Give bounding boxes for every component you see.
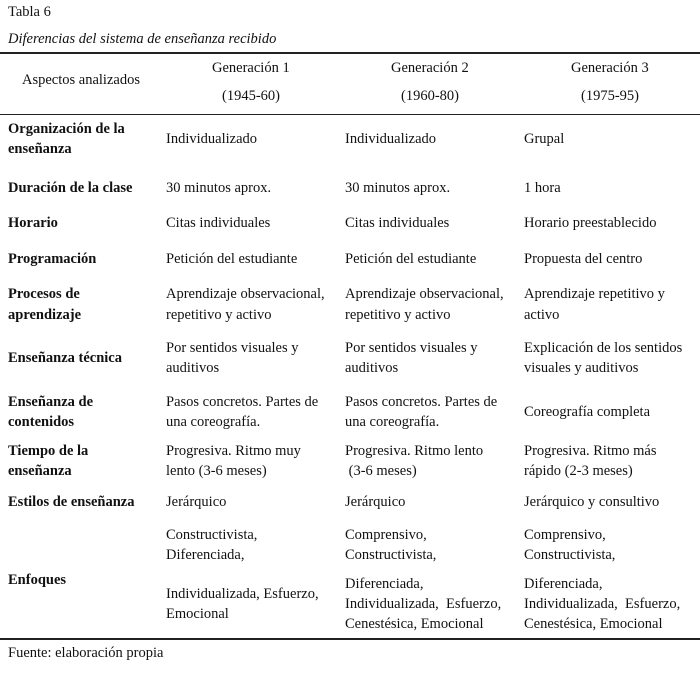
row-1-label-line-1: Organización de la <box>8 121 125 137</box>
row-6-gen1-line-1: Por sentidos visuales y <box>166 340 299 356</box>
row-10-label: Enfoques <box>8 572 67 588</box>
row-8-label-line-2: enseñanza <box>8 463 72 479</box>
top-rule <box>0 52 700 54</box>
row-10-gen1-line-3: Individualizada, Esfuerzo, <box>166 586 319 602</box>
row-8-label-line-1: Tiempo de la <box>8 443 89 459</box>
row-9-gen3: Jerárquico y consultivo <box>524 494 660 510</box>
row-6-gen3-line-2: visuales y auditivos <box>524 360 639 376</box>
bottom-rule <box>0 638 700 640</box>
row-2-gen2: 30 minutos aprox. <box>345 180 451 196</box>
row-1-label-line-2: enseñanza <box>8 141 72 157</box>
header-gen1-years: (1945-60) <box>222 88 280 104</box>
row-10-gen3-line-5: Cenestésica, Emocional <box>524 616 663 632</box>
table-label: Tabla 6 <box>8 4 51 20</box>
row-7-label-line-2: contenidos <box>8 414 75 430</box>
row-8-gen3-line-1: Progresiva. Ritmo más <box>524 443 657 459</box>
row-3-gen3: Horario preestablecido <box>524 215 657 231</box>
row-3-gen2: Citas individuales <box>345 215 450 231</box>
row-10-gen3-line-2: Constructivista, <box>524 547 616 563</box>
row-4-gen1: Petición del estudiante <box>166 251 298 267</box>
row-5-gen1-line-2: repetitivo y activo <box>166 307 272 323</box>
header-gen2-years: (1960-80) <box>401 88 459 104</box>
row-5-gen2-line-2: repetitivo y activo <box>345 307 451 323</box>
row-10-gen2-line-2: Constructivista, <box>345 547 437 563</box>
header-aspects: Aspectos analizados <box>22 72 140 88</box>
row-5-gen2-line-1: Aprendizaje observacional, <box>345 286 504 302</box>
row-4-gen3: Propuesta del centro <box>524 251 643 267</box>
row-1-gen3: Grupal <box>524 131 565 147</box>
row-10-gen2-line-5: Cenestésica, Emocional <box>345 616 484 632</box>
row-10-gen1-line-2: Diferenciada, <box>166 547 245 563</box>
row-6-gen2-line-2: auditivos <box>345 360 399 376</box>
row-2-gen1: 30 minutos aprox. <box>166 180 272 196</box>
row-10-gen3-line-1: Comprensivo, <box>524 527 606 543</box>
row-7-gen2-line-2: una coreografía. <box>345 414 440 430</box>
row-8-gen3-line-2: rápido (2-3 meses) <box>524 463 633 479</box>
row-2-gen3: 1 hora <box>524 180 561 196</box>
header-gen3-title: Generación 3 <box>571 60 649 76</box>
row-2-label: Duración de la clase <box>8 180 133 196</box>
row-7-gen1-line-1: Pasos concretos. Partes de <box>166 394 319 410</box>
row-3-gen1: Citas individuales <box>166 215 271 231</box>
row-10-gen1-line-4: Emocional <box>166 606 229 622</box>
row-6-gen2-line-1: Por sentidos visuales y <box>345 340 478 356</box>
row-6-label: Enseñanza técnica <box>8 350 122 366</box>
row-6-gen3-line-1: Explicación de los sentidos <box>524 340 683 356</box>
row-7-gen3: Coreografía completa <box>524 404 651 420</box>
row-5-label-line-1: Procesos de <box>8 286 80 302</box>
row-1-gen1: Individualizado <box>166 131 258 147</box>
row-9-gen2: Jerárquico <box>345 494 406 510</box>
row-10-gen2-line-3: Diferenciada, <box>345 576 424 592</box>
header-rule <box>0 114 700 115</box>
table-caption: Diferencias del sistema de enseñanza recibido <box>8 31 277 47</box>
row-8-gen1-line-1: Progresiva. Ritmo muy <box>166 443 301 459</box>
row-5-label-line-2: aprendizaje <box>8 307 82 323</box>
row-5-gen1-line-1: Aprendizaje observacional, <box>166 286 325 302</box>
row-8-gen2-line-1: Progresiva. Ritmo lento <box>345 443 484 459</box>
header-gen1-title: Generación 1 <box>212 60 290 76</box>
row-7-label-line-1: Enseñanza de <box>8 394 94 410</box>
row-9-gen1: Jerárquico <box>166 494 227 510</box>
header-gen2-title: Generación 2 <box>391 60 469 76</box>
row-4-gen2: Petición del estudiante <box>345 251 477 267</box>
row-8-gen1-line-2: lento (3-6 meses) <box>166 463 267 479</box>
row-10-gen2-line-4: Individualizada, Esfuerzo, <box>345 596 502 612</box>
row-7-gen1-line-2: una coreografía. <box>166 414 261 430</box>
row-10-gen3-line-4: Individualizada, Esfuerzo, <box>524 596 681 612</box>
row-5-gen3-line-2: activo <box>524 307 560 323</box>
row-5-gen3-line-1: Aprendizaje repetitivo y <box>524 286 665 302</box>
header-gen3-years: (1975-95) <box>581 88 639 104</box>
table-source: Fuente: elaboración propia <box>8 645 164 661</box>
row-9-label: Estilos de enseñanza <box>8 494 135 510</box>
row-10-gen2-line-1: Comprensivo, <box>345 527 427 543</box>
row-3-label: Horario <box>8 215 58 231</box>
row-6-gen1-line-2: auditivos <box>166 360 220 376</box>
row-10-gen3-line-3: Diferenciada, <box>524 576 603 592</box>
row-8-gen2-line-2: (3-6 meses) <box>345 463 417 479</box>
row-4-label: Programación <box>8 251 97 267</box>
row-1-gen2: Individualizado <box>345 131 437 147</box>
row-7-gen2-line-1: Pasos concretos. Partes de <box>345 394 498 410</box>
row-10-gen1-line-1: Constructivista, <box>166 527 258 543</box>
